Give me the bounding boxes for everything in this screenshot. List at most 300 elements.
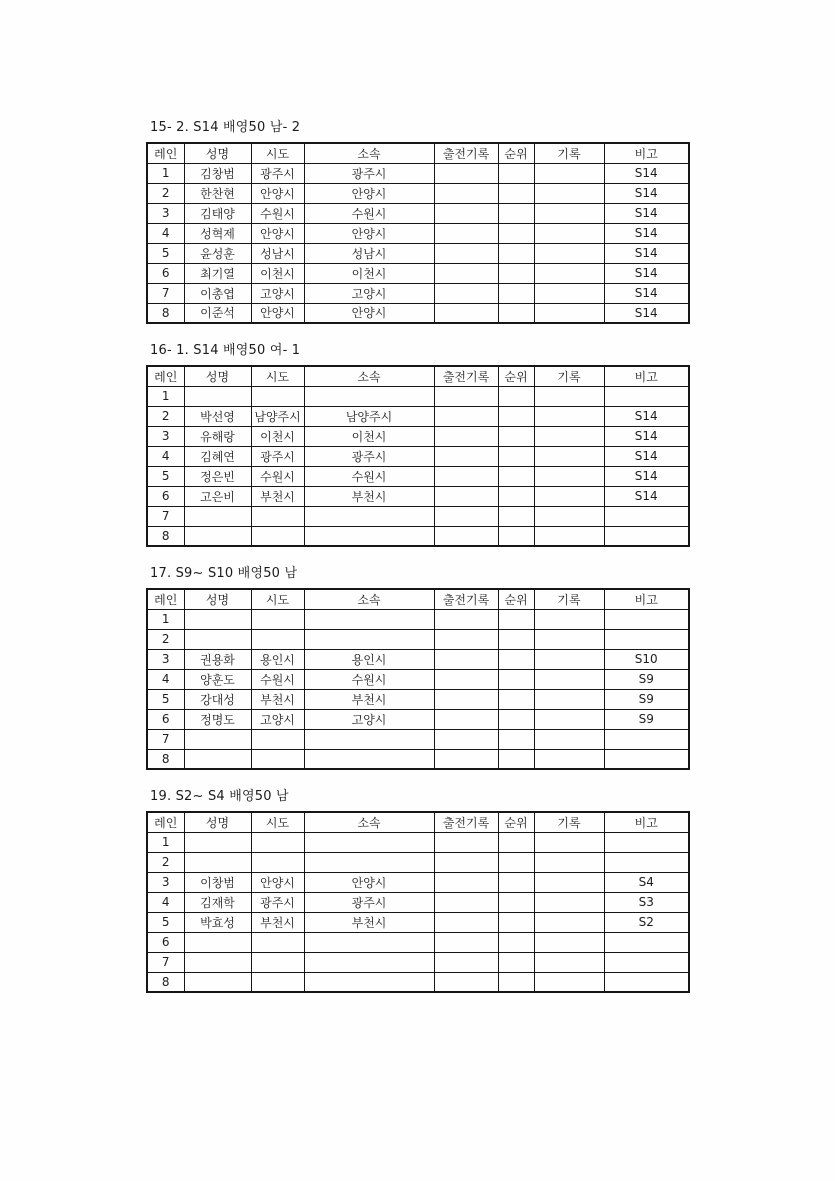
heat-section-15-2: [146, 120, 688, 324]
entry-cell: [434, 263, 498, 283]
entry-cell: [434, 689, 498, 709]
rank-cell: [498, 446, 534, 466]
record-cell: [534, 972, 604, 992]
sido-cell: [251, 832, 304, 852]
entry-cell: [434, 709, 498, 729]
rank-cell: [498, 629, 534, 649]
note-cell: [604, 526, 689, 546]
lane-cell: 1: [147, 163, 184, 183]
entry-cell: [434, 386, 498, 406]
record-cell: [534, 466, 604, 486]
name-cell: [184, 932, 251, 952]
rank-cell: [498, 972, 534, 992]
record-cell: [534, 709, 604, 729]
column-header-record: 기록: [534, 143, 604, 163]
lane-cell: 7: [147, 729, 184, 749]
lane-cell: 6: [147, 263, 184, 283]
column-header-name: 성명: [184, 589, 251, 609]
name-cell: 박선영: [184, 406, 251, 426]
table-row: [147, 709, 689, 729]
name-cell: 이준석: [184, 303, 251, 323]
entry-cell: [434, 203, 498, 223]
lane-cell: 8: [147, 303, 184, 323]
note-cell: [604, 952, 689, 972]
lane-cell: 7: [147, 283, 184, 303]
lane-cell: 3: [147, 203, 184, 223]
sido-cell: 부천시: [251, 912, 304, 932]
team-cell: 부천시: [304, 689, 434, 709]
name-cell: [184, 506, 251, 526]
name-cell: 한찬현: [184, 183, 251, 203]
heat-section-19: [146, 789, 688, 993]
table-body: [147, 832, 689, 992]
team-cell: [304, 386, 434, 406]
table-row: [147, 649, 689, 669]
header-row: [147, 589, 689, 609]
sido-cell: 부천시: [251, 486, 304, 506]
name-cell: 성혁제: [184, 223, 251, 243]
team-cell: 용인시: [304, 649, 434, 669]
lane-cell: 4: [147, 446, 184, 466]
record-cell: [534, 892, 604, 912]
sido-cell: [251, 972, 304, 992]
rank-cell: [498, 426, 534, 446]
team-cell: 광주시: [304, 446, 434, 466]
team-cell: 수원시: [304, 466, 434, 486]
rank-cell: [498, 892, 534, 912]
lane-cell: 6: [147, 709, 184, 729]
column-header-entry: 출전기록: [434, 143, 498, 163]
note-cell: S14: [604, 283, 689, 303]
name-cell: 권용화: [184, 649, 251, 669]
name-cell: [184, 526, 251, 546]
table-row: [147, 832, 689, 852]
rank-cell: [498, 406, 534, 426]
table-row: [147, 243, 689, 263]
column-header-rank: 순위: [498, 589, 534, 609]
entry-cell: [434, 486, 498, 506]
record-cell: [534, 183, 604, 203]
sido-cell: 남양주시: [251, 406, 304, 426]
table-row: [147, 932, 689, 952]
sido-cell: 수원시: [251, 466, 304, 486]
heat-title: 16- 1. S14 배영50 여- 1: [150, 343, 301, 358]
entry-cell: [434, 283, 498, 303]
record-cell: [534, 932, 604, 952]
team-cell: [304, 832, 434, 852]
team-cell: [304, 629, 434, 649]
sido-cell: 고양시: [251, 709, 304, 729]
heat-section-16-1: [146, 343, 688, 547]
record-cell: [534, 629, 604, 649]
rank-cell: [498, 609, 534, 629]
rank-cell: [498, 872, 534, 892]
note-cell: S14: [604, 466, 689, 486]
rank-cell: [498, 709, 534, 729]
lane-cell: 2: [147, 183, 184, 203]
column-header-entry: 출전기록: [434, 812, 498, 832]
note-cell: S2: [604, 912, 689, 932]
note-cell: [604, 972, 689, 992]
sido-cell: [251, 506, 304, 526]
lane-cell: 5: [147, 912, 184, 932]
sido-cell: 안양시: [251, 223, 304, 243]
column-header-lane: 레인: [147, 143, 184, 163]
table-header: [147, 143, 689, 163]
lane-cell: 1: [147, 832, 184, 852]
name-cell: 박효성: [184, 912, 251, 932]
name-cell: [184, 832, 251, 852]
record-cell: [534, 426, 604, 446]
sido-cell: 이천시: [251, 263, 304, 283]
name-cell: [184, 972, 251, 992]
record-cell: [534, 386, 604, 406]
column-header-entry: 출전기록: [434, 589, 498, 609]
entry-cell: [434, 749, 498, 769]
name-cell: 김창범: [184, 163, 251, 183]
team-cell: [304, 932, 434, 952]
table-row: [147, 972, 689, 992]
table-body: [147, 386, 689, 546]
column-header-record: 기록: [534, 812, 604, 832]
sido-cell: [251, 932, 304, 952]
lane-cell: 1: [147, 609, 184, 629]
heat-table: [146, 365, 690, 547]
table-row: [147, 872, 689, 892]
lane-cell: 1: [147, 386, 184, 406]
sido-cell: 수원시: [251, 203, 304, 223]
note-cell: S14: [604, 263, 689, 283]
heat-title: 17. S9~ S10 배영50 남: [150, 566, 298, 581]
entry-cell: [434, 426, 498, 446]
team-cell: 고양시: [304, 283, 434, 303]
note-cell: [604, 506, 689, 526]
column-header-record: 기록: [534, 366, 604, 386]
name-cell: 양훈도: [184, 669, 251, 689]
heat-table: [146, 142, 690, 324]
sido-cell: 안양시: [251, 183, 304, 203]
sido-cell: 광주시: [251, 163, 304, 183]
note-cell: S14: [604, 163, 689, 183]
name-cell: [184, 852, 251, 872]
header-row: [147, 812, 689, 832]
note-cell: S14: [604, 223, 689, 243]
team-cell: [304, 526, 434, 546]
note-cell: S9: [604, 709, 689, 729]
name-cell: [184, 749, 251, 769]
entry-cell: [434, 526, 498, 546]
sido-cell: 고양시: [251, 283, 304, 303]
rank-cell: [498, 689, 534, 709]
lane-cell: 8: [147, 526, 184, 546]
name-cell: [184, 629, 251, 649]
column-header-sido: 시도: [251, 143, 304, 163]
record-cell: [534, 406, 604, 426]
note-cell: S14: [604, 243, 689, 263]
entry-cell: [434, 669, 498, 689]
record-cell: [534, 729, 604, 749]
entry-cell: [434, 243, 498, 263]
sido-cell: 광주시: [251, 892, 304, 912]
column-header-rank: 순위: [498, 812, 534, 832]
note-cell: S9: [604, 689, 689, 709]
table-row: [147, 386, 689, 406]
team-cell: 광주시: [304, 163, 434, 183]
entry-cell: [434, 303, 498, 323]
entry-cell: [434, 466, 498, 486]
entry-cell: [434, 406, 498, 426]
name-cell: 이총엽: [184, 283, 251, 303]
entry-cell: [434, 223, 498, 243]
sido-cell: [251, 749, 304, 769]
sido-cell: 광주시: [251, 446, 304, 466]
rank-cell: [498, 832, 534, 852]
record-cell: [534, 446, 604, 466]
team-cell: 고양시: [304, 709, 434, 729]
column-header-name: 성명: [184, 143, 251, 163]
record-cell: [534, 223, 604, 243]
name-cell: 최기열: [184, 263, 251, 283]
note-cell: S14: [604, 406, 689, 426]
team-cell: 성남시: [304, 243, 434, 263]
lane-cell: 4: [147, 669, 184, 689]
lane-cell: 2: [147, 406, 184, 426]
note-cell: [604, 832, 689, 852]
record-cell: [534, 689, 604, 709]
lane-cell: 4: [147, 223, 184, 243]
sido-cell: [251, 852, 304, 872]
table-row: [147, 629, 689, 649]
table-row: [147, 466, 689, 486]
team-cell: 수원시: [304, 669, 434, 689]
note-cell: [604, 386, 689, 406]
note-cell: S14: [604, 486, 689, 506]
sido-cell: [251, 386, 304, 406]
heat-table: [146, 588, 690, 770]
rank-cell: [498, 669, 534, 689]
table-row: [147, 892, 689, 912]
entry-cell: [434, 872, 498, 892]
record-cell: [534, 263, 604, 283]
column-header-lane: 레인: [147, 589, 184, 609]
column-header-team: 소속: [304, 812, 434, 832]
lane-cell: 2: [147, 629, 184, 649]
record-cell: [534, 303, 604, 323]
table-row: [147, 426, 689, 446]
name-cell: [184, 609, 251, 629]
name-cell: 윤성훈: [184, 243, 251, 263]
lane-cell: 8: [147, 749, 184, 769]
rank-cell: [498, 386, 534, 406]
column-header-lane: 레인: [147, 366, 184, 386]
team-cell: [304, 952, 434, 972]
entry-cell: [434, 932, 498, 952]
record-cell: [534, 243, 604, 263]
entry-cell: [434, 649, 498, 669]
team-cell: 남양주시: [304, 406, 434, 426]
table-row: [147, 183, 689, 203]
entry-cell: [434, 183, 498, 203]
entry-cell: [434, 972, 498, 992]
sido-cell: 수원시: [251, 669, 304, 689]
team-cell: 부천시: [304, 912, 434, 932]
lane-cell: 7: [147, 506, 184, 526]
table-row: [147, 446, 689, 466]
note-cell: S14: [604, 183, 689, 203]
record-cell: [534, 609, 604, 629]
table-body: [147, 163, 689, 323]
sido-cell: 용인시: [251, 649, 304, 669]
heat-section-17: [146, 566, 688, 770]
team-cell: 부천시: [304, 486, 434, 506]
table-row: [147, 406, 689, 426]
record-cell: [534, 283, 604, 303]
rank-cell: [498, 263, 534, 283]
table-row: [147, 952, 689, 972]
name-cell: 김태양: [184, 203, 251, 223]
sido-cell: [251, 729, 304, 749]
team-cell: 안양시: [304, 183, 434, 203]
record-cell: [534, 749, 604, 769]
table-row: [147, 729, 689, 749]
entry-cell: [434, 609, 498, 629]
note-cell: S14: [604, 426, 689, 446]
record-cell: [534, 952, 604, 972]
rank-cell: [498, 852, 534, 872]
lane-cell: 7: [147, 952, 184, 972]
sido-cell: 안양시: [251, 303, 304, 323]
name-cell: [184, 729, 251, 749]
table-row: [147, 283, 689, 303]
table-header: [147, 589, 689, 609]
note-cell: S10: [604, 649, 689, 669]
note-cell: [604, 729, 689, 749]
name-cell: 강대성: [184, 689, 251, 709]
record-cell: [534, 506, 604, 526]
entry-cell: [434, 852, 498, 872]
team-cell: 광주시: [304, 892, 434, 912]
table-body: [147, 609, 689, 769]
team-cell: 안양시: [304, 303, 434, 323]
record-cell: [534, 649, 604, 669]
record-cell: [534, 203, 604, 223]
team-cell: 이천시: [304, 426, 434, 446]
entry-cell: [434, 506, 498, 526]
lane-cell: 6: [147, 486, 184, 506]
sido-cell: 안양시: [251, 872, 304, 892]
table-row: [147, 506, 689, 526]
lane-cell: 3: [147, 872, 184, 892]
column-header-entry: 출전기록: [434, 366, 498, 386]
column-header-rank: 순위: [498, 366, 534, 386]
team-cell: 안양시: [304, 872, 434, 892]
team-cell: [304, 729, 434, 749]
heat-table: [146, 811, 690, 993]
lane-cell: 4: [147, 892, 184, 912]
name-cell: 정은빈: [184, 466, 251, 486]
column-header-team: 소속: [304, 366, 434, 386]
record-cell: [534, 852, 604, 872]
column-header-note: 비고: [604, 812, 689, 832]
lane-cell: 3: [147, 426, 184, 446]
name-cell: [184, 952, 251, 972]
header-row: [147, 143, 689, 163]
note-cell: S14: [604, 303, 689, 323]
note-cell: S14: [604, 446, 689, 466]
page-content: [146, 120, 688, 1012]
lane-cell: 5: [147, 466, 184, 486]
column-header-name: 성명: [184, 812, 251, 832]
team-cell: [304, 506, 434, 526]
column-header-team: 소속: [304, 589, 434, 609]
rank-cell: [498, 912, 534, 932]
rank-cell: [498, 466, 534, 486]
rank-cell: [498, 243, 534, 263]
column-header-record: 기록: [534, 589, 604, 609]
name-cell: 김혜연: [184, 446, 251, 466]
note-cell: S14: [604, 203, 689, 223]
column-header-sido: 시도: [251, 366, 304, 386]
rank-cell: [498, 183, 534, 203]
sido-cell: 이천시: [251, 426, 304, 446]
sido-cell: 성남시: [251, 243, 304, 263]
team-cell: 이천시: [304, 263, 434, 283]
table-row: [147, 526, 689, 546]
note-cell: [604, 749, 689, 769]
lane-cell: 6: [147, 932, 184, 952]
table-row: [147, 609, 689, 629]
rank-cell: [498, 952, 534, 972]
rank-cell: [498, 729, 534, 749]
column-header-note: 비고: [604, 366, 689, 386]
rank-cell: [498, 203, 534, 223]
column-header-team: 소속: [304, 143, 434, 163]
column-header-sido: 시도: [251, 812, 304, 832]
note-cell: S4: [604, 872, 689, 892]
table-row: [147, 263, 689, 283]
rank-cell: [498, 932, 534, 952]
rank-cell: [498, 486, 534, 506]
entry-cell: [434, 629, 498, 649]
note-cell: [604, 609, 689, 629]
table-row: [147, 669, 689, 689]
record-cell: [534, 526, 604, 546]
name-cell: 이창범: [184, 872, 251, 892]
table-row: [147, 486, 689, 506]
sido-cell: [251, 629, 304, 649]
record-cell: [534, 486, 604, 506]
column-header-sido: 시도: [251, 589, 304, 609]
table-row: [147, 203, 689, 223]
entry-cell: [434, 952, 498, 972]
name-cell: 정명도: [184, 709, 251, 729]
column-header-note: 비고: [604, 143, 689, 163]
sido-cell: [251, 609, 304, 629]
heat-title: 19. S2~ S4 배영50 남: [150, 789, 289, 804]
record-cell: [534, 669, 604, 689]
note-cell: S9: [604, 669, 689, 689]
lane-cell: 5: [147, 243, 184, 263]
note-cell: [604, 629, 689, 649]
table-row: [147, 852, 689, 872]
heat-title: 15- 2. S14 배영50 남- 2: [150, 120, 301, 135]
rank-cell: [498, 283, 534, 303]
sido-cell: [251, 526, 304, 546]
rank-cell: [498, 163, 534, 183]
entry-cell: [434, 832, 498, 852]
lane-cell: 8: [147, 972, 184, 992]
header-row: [147, 366, 689, 386]
